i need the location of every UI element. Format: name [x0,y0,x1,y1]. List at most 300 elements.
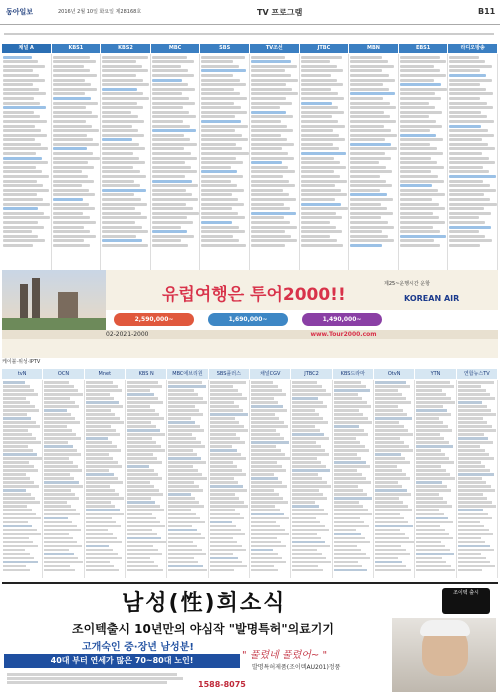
schedule-row [102,97,149,100]
cable-schedule-row [168,481,194,484]
cable-schedule-row [375,493,411,496]
schedule-row [301,106,338,109]
cable-channel-header: JTBC2 [291,369,332,379]
cable-schedule-row [127,541,166,544]
schedule-row [301,193,348,196]
cable-schedule-row [44,557,78,560]
cable-schedule-row [375,409,403,412]
cable-schedule-row [210,513,240,516]
schedule-row [251,207,290,210]
cable-schedule-row [168,401,207,404]
cable-schedule-row [127,389,150,392]
schedule-row [301,60,331,63]
cable-schedule-row [416,465,441,468]
cable-schedule-row [44,561,82,564]
cable-schedule-row [292,457,317,460]
schedule-row [251,115,293,118]
cable-schedule-row [44,417,75,420]
cable-schedule-row [292,429,319,432]
cable-schedule-row [86,493,119,496]
schedule-row [201,216,244,219]
schedule-row [400,143,431,146]
cable-schedule-row [458,545,490,548]
cable-schedule-row [416,417,439,420]
schedule-row [449,193,484,196]
cable-schedule-row [292,513,328,516]
cable-schedule-row [416,505,451,508]
schedule-row [251,175,283,178]
cable-schedule-row [458,501,492,504]
cable-schedule-row [44,529,81,532]
schedule-row [400,69,440,72]
schedule-row [53,216,90,219]
schedule-column [52,54,102,270]
cable-schedule-row [458,541,485,544]
cable-schedule-row [375,389,398,392]
cable-schedule-row [3,449,33,452]
cable-schedule-row [334,441,361,444]
schedule-row [350,65,394,68]
schedule-row [301,189,341,192]
ad-phone[interactable]: 1588-8075 [198,680,246,689]
schedule-row [3,203,50,206]
schedule-row [251,106,280,109]
schedule-row [449,92,492,95]
cable-schedule-row [86,489,115,492]
schedule-row [350,226,394,229]
cable-schedule-row [210,477,234,480]
schedule-row [3,120,47,123]
cable-schedule-row [168,521,204,524]
cable-schedule-row [251,557,282,560]
schedule-row [350,170,392,173]
cable-schedule-row [44,565,70,568]
schedule-row [400,180,444,183]
cable-schedule-row [3,485,39,488]
schedule-row [53,161,88,164]
schedule-row [350,235,388,238]
schedule-row [3,226,44,229]
cable-schedule-row [127,457,157,460]
cable-schedule-row [251,401,278,404]
cable-schedule-row [416,441,448,444]
ad-line-1: 조이텍출시 10년만의 야심작 "발명특허"의료기기 [72,622,334,636]
cable-schedule-row [3,481,34,484]
cable-schedule-row [375,541,414,544]
cable-schedule-row [44,425,67,428]
schedule-row [251,143,294,146]
schedule-row [201,189,243,192]
cable-schedule-row [251,521,276,524]
schedule-row [53,65,85,68]
schedule-row [152,143,197,146]
schedule-row [102,216,147,219]
cable-schedule-row [251,561,286,564]
schedule-row [350,221,387,224]
cable-schedule-row [251,381,273,384]
schedule-row [53,134,87,137]
schedule-row [350,83,383,86]
cable-schedule-row [44,393,82,396]
schedule-row [3,198,43,201]
cable-schedule-row [251,453,285,456]
schedule-row [400,184,432,187]
cable-schedule-row [44,381,69,384]
cable-schedule-row [168,561,198,564]
schedule-row [350,244,382,247]
cable-schedule-row [44,501,67,504]
schedule-row [152,175,186,178]
cable-schedule-row [44,389,78,392]
cable-schedule-row [292,501,315,504]
schedule-row [53,221,96,224]
cable-schedule-row [3,561,38,564]
airline-name: KOREAN AIR [404,294,460,303]
schedule-row [3,102,40,105]
cable-schedule-row [86,565,115,568]
schedule-row [3,69,33,72]
cable-schedule-row [210,485,243,488]
cable-schedule-row [292,529,329,532]
schedule-column [349,54,399,270]
cable-schedule-row [292,541,325,544]
cable-schedule-row [458,417,483,420]
cable-schedule-row [458,389,486,392]
cable-schedule-row [334,445,365,448]
schedule-row [301,125,345,128]
schedule-row [152,69,188,72]
schedule-row [3,193,37,196]
cable-schedule-row [334,497,372,500]
cable-schedule-row [251,501,288,504]
schedule-row [102,184,140,187]
schedule-row [350,239,394,242]
schedule-row [350,115,390,118]
schedule-row [251,138,287,141]
schedule-row [449,60,485,63]
cable-schedule-row [3,417,31,420]
cable-schedule-row [416,493,438,496]
schedule-row [3,60,38,63]
cable-schedule-row [210,497,239,500]
cable-schedule-row [86,385,118,388]
cable-schedule-row [210,561,243,564]
schedule-row [201,125,247,128]
schedule-row [449,152,482,155]
schedule-row [251,152,288,155]
schedule-row [449,235,485,238]
health-advertisement[interactable] [2,582,498,692]
cable-schedule-row [292,561,330,564]
schedule-row [449,111,481,114]
newspaper-logo: 동아일보 [6,8,34,16]
schedule-row [301,97,344,100]
schedule-row [102,235,136,238]
cable-schedule-row [458,445,481,448]
schedule-row [152,138,190,141]
schedule-row [449,184,489,187]
schedule-row [201,212,238,215]
tour-advertisement[interactable] [2,270,498,358]
schedule-row [201,152,248,155]
schedule-row [3,152,36,155]
cable-schedule-row [292,509,323,512]
schedule-row [350,230,382,233]
schedule-row [102,221,135,224]
channel-header: EBS1 [399,44,448,53]
schedule-row [400,56,440,59]
cable-schedule-row [86,485,111,488]
cable-schedule-row [375,457,405,460]
schedule-row [201,184,237,187]
cable-schedule-row [416,477,454,480]
cable-schedule-row [210,445,233,448]
cable-schedule-row [292,537,321,540]
tour-url[interactable]: www.Tour2000.com [310,331,377,338]
schedule-row [449,120,493,123]
cable-schedule-row [251,485,287,488]
schedule-row [102,74,136,77]
cable-schedule-row [416,421,443,424]
cable-schedule-row [168,557,193,560]
cable-schedule-row [458,485,491,488]
schedule-row [350,180,386,183]
cable-schedule-row [375,529,400,532]
schedule-row [3,166,36,169]
schedule-row [400,239,434,242]
schedule-row [53,138,93,141]
schedule-row [53,152,94,155]
schedule-row [251,239,297,242]
schedule-row [53,147,88,150]
cable-schedule-row [210,385,234,388]
schedule-row [251,180,289,183]
cable-schedule-row [3,469,38,472]
schedule-row [400,111,442,114]
cable-schedule-row [3,477,30,480]
cable-schedule-row [251,457,290,460]
cable-schedule-row [375,565,406,568]
cable-schedule-row [251,541,281,544]
schedule-row [53,79,85,82]
cable-schedule-row [44,433,76,436]
schedule-row [152,60,194,63]
cable-schedule-row [251,517,289,520]
cable-schedule-row [375,561,402,564]
cable-schedule-row [416,473,450,476]
schedule-row [152,88,195,91]
cable-schedule-row [458,529,489,532]
cable-schedule-row [127,513,152,516]
cable-schedule-row [458,409,491,412]
cable-schedule-row [3,389,34,392]
cable-schedule-row [210,501,244,504]
schedule-row [152,198,199,201]
cable-schedule-row [334,485,359,488]
schedule-column [399,54,449,270]
cable-schedule-row [458,401,483,404]
schedule-row [400,235,446,238]
schedule-row [350,106,396,109]
ad-body-text [6,672,186,685]
cable-schedule-row [127,441,156,444]
cable-schedule-row [251,389,282,392]
cable-schedule-row [458,453,489,456]
schedule-row [201,102,234,105]
cable-schedule-row [251,537,277,540]
schedule-row [301,207,348,210]
cable-schedule-row [334,509,368,512]
cable-schedule-row [86,429,116,432]
cable-schedule-row [416,561,446,564]
schedule-row [102,138,132,141]
schedule-row [3,184,43,187]
schedule-row [152,226,181,229]
cable-schedule-row [3,433,32,436]
cable-schedule-row [458,549,494,552]
cable-schedule-row [416,485,446,488]
cable-schedule-row [334,501,359,504]
schedule-row [102,129,138,132]
schedule-row [251,198,296,201]
schedule-row [152,184,198,187]
cable-schedule-row [292,505,319,508]
cable-schedule-row [127,553,162,556]
cable-schedule-row [210,553,234,556]
schedule-row [350,198,393,201]
schedule-row [449,212,490,215]
cable-schedule-row [292,553,321,556]
schedule-row [201,221,232,224]
schedule-row [3,106,46,109]
schedule-row [152,230,187,233]
cable-schedule-row [416,549,449,552]
cable-schedule-row [44,489,70,492]
schedule-row [102,175,146,178]
schedule-row [152,166,191,169]
cable-schedule-row [168,513,195,516]
schedule-row [152,189,186,192]
cable-schedule-row [334,425,360,428]
schedule-row [201,56,245,59]
schedule-row [301,115,333,118]
cable-schedule-row [375,533,405,536]
schedule-row [400,125,442,128]
cable-schedule-row [416,481,442,484]
schedule-row [251,79,298,82]
cable-schedule-row [375,525,413,528]
cable-schedule-row [210,457,246,460]
schedule-row [3,212,44,215]
schedule-row [251,189,283,192]
schedule-row [251,65,297,68]
cable-schedule-row [458,465,486,468]
schedule-row [201,106,240,109]
schedule-row [251,92,298,95]
schedule-row [3,92,46,95]
cable-schedule-row [44,549,69,552]
cable-schedule-row [251,565,274,568]
schedule-row [102,106,143,109]
cable-schedule-row [458,561,491,564]
cable-schedule-row [251,449,281,452]
cable-schedule-row [127,433,165,436]
cable-schedule-row [127,529,152,532]
schedule-row [400,175,438,178]
schedule-row [400,83,441,86]
cable-schedule-row [127,549,158,552]
cable-schedule-row [251,489,274,492]
cable-schedule-row [86,445,117,448]
schedule-row [102,60,136,63]
cable-schedule-row [127,473,158,476]
cable-schedule-row [210,517,245,520]
schedule-row [102,239,142,242]
cable-schedule-row [416,429,452,432]
cable-schedule-row [44,437,80,440]
cable-schedule-row [458,489,496,492]
cable-schedule-row [251,473,274,476]
schedule-row [3,111,34,114]
cable-schedule-row [3,541,33,544]
schedule-row [3,230,32,233]
schedule-row [350,102,389,105]
cable-schedule-row [334,557,371,560]
schedule-row [53,125,93,128]
cable-schedule-column [43,380,84,578]
cable-schedule-row [292,525,324,528]
cable-schedule-row [458,553,482,556]
schedule-row [251,147,282,150]
cable-schedule-row [168,529,196,532]
schedule-row [102,92,143,95]
cable-schedule-row [127,405,150,408]
schedule-row [102,102,137,105]
cable-schedule-row [416,445,453,448]
cable-schedule-row [3,493,31,496]
cable-schedule-row [416,557,441,560]
cable-schedule-row [3,569,30,572]
schedule-column [250,54,300,270]
cable-schedule-row [375,513,400,516]
cable-schedule-row [3,557,34,560]
schedule-row [449,125,481,128]
schedule-row [350,166,385,169]
cable-schedule-row [334,385,366,388]
cable-schedule-row [334,397,363,400]
schedule-row [400,120,436,123]
cable-schedule-row [168,409,199,412]
cable-schedule-row [416,525,440,528]
cable-schedule-row [44,409,66,412]
schedule-column [151,54,201,270]
cable-schedule-row [292,413,319,416]
schedule-row [400,79,435,82]
cable-schedule-row [416,397,450,400]
schedule-row [201,79,239,82]
cable-schedule-row [334,461,366,464]
ad-quote: " 풀렸네 풀렸어~ " [242,650,328,661]
schedule-row [3,88,39,91]
cable-schedule-row [86,457,113,460]
schedule-row [102,152,133,155]
schedule-row [449,157,488,160]
schedule-row [350,60,388,63]
cable-schedule-row [44,517,67,520]
cable-schedule-row [210,409,243,412]
schedule-row [449,198,490,201]
cable-schedule-row [127,485,154,488]
